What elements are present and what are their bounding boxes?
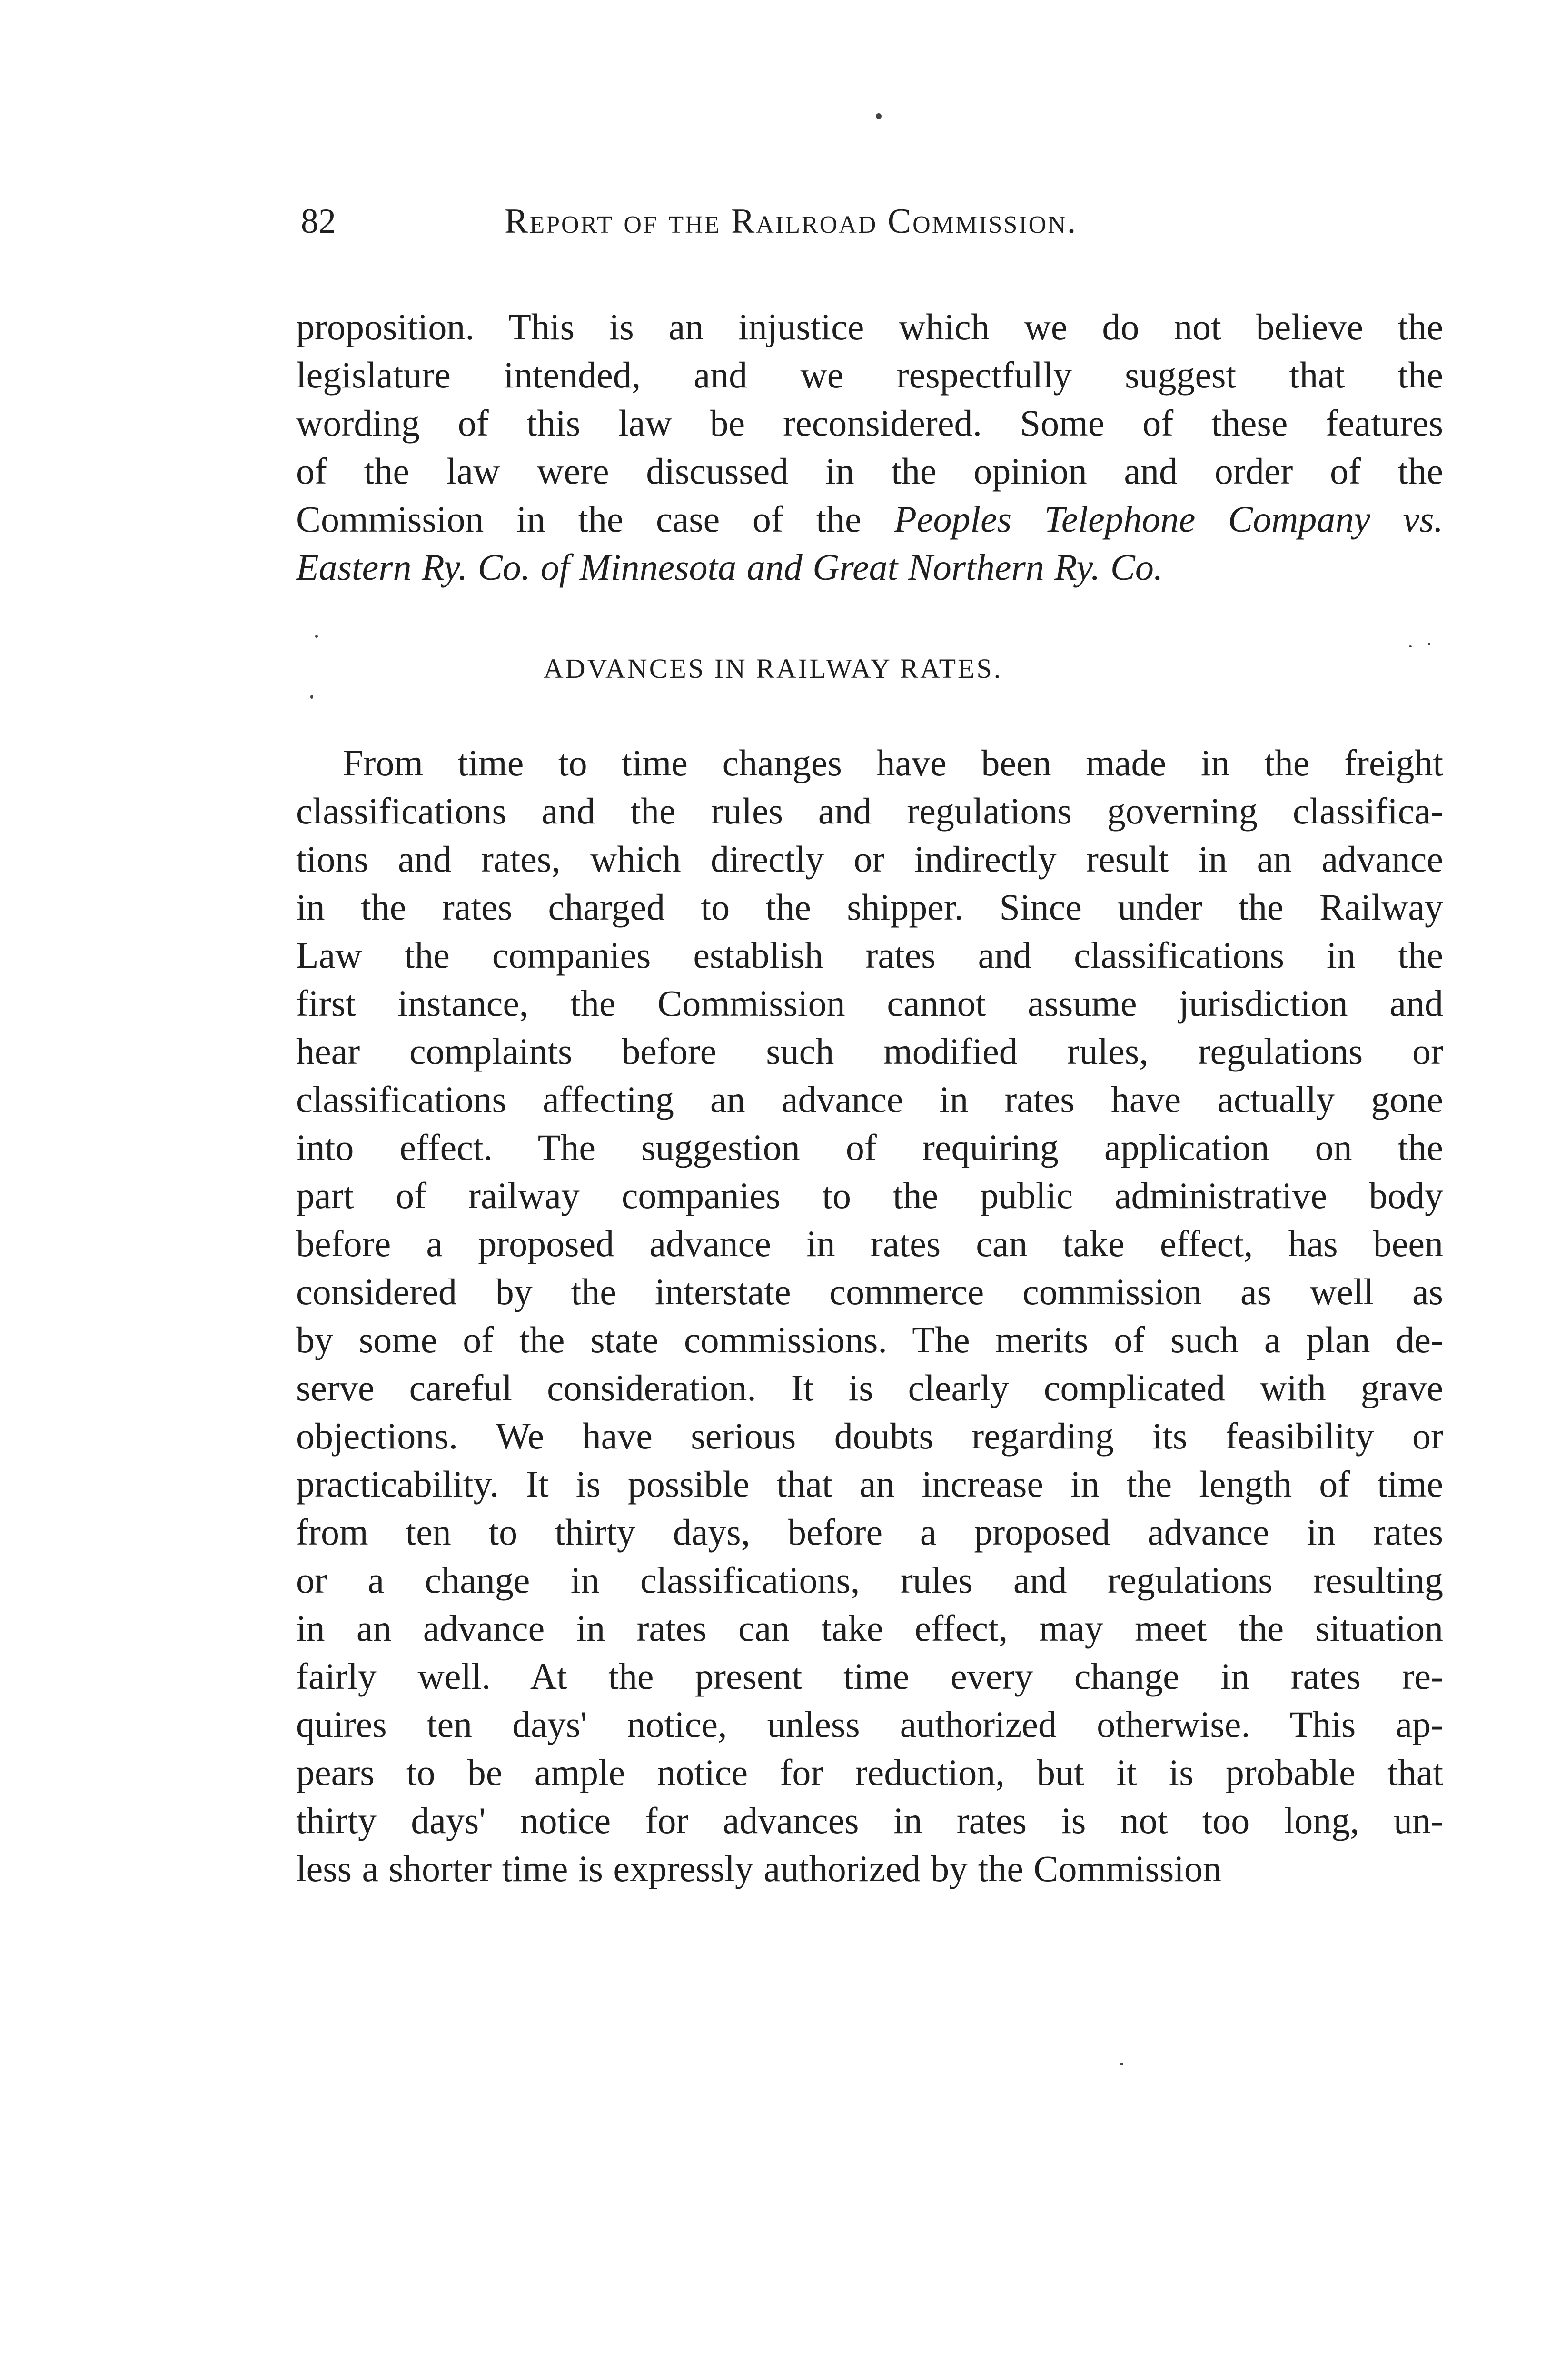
text-line: pears to be ample notice for reduction, but it is probable that	[296, 1752, 1443, 1793]
scan-speck	[876, 113, 882, 119]
text-line: first instance, the Commission cannot assume jurisdiction and	[296, 982, 1443, 1024]
section-heading: ADVANCES IN RAILWAY RATES.	[543, 653, 1003, 684]
text-line: in an advance in rates can take effect, may meet the situation	[296, 1607, 1443, 1649]
paragraph-advances-in-rates	[296, 739, 1443, 1893]
page-number: 82	[301, 202, 336, 241]
text-line: objections. We have serious doubts regarding its feasibility or	[296, 1415, 1443, 1457]
text-line: in the rates charged to the shipper. Since under the Railway	[296, 886, 1443, 928]
text-line: of the law were discussed in the opinion and order of the	[296, 450, 1443, 492]
scan-speck	[310, 695, 313, 699]
text-line: before a proposed advance in rates can take effect, has been	[296, 1223, 1443, 1264]
text-line: From time to time changes have been made in the freight	[343, 742, 1443, 783]
text-line: or a change in classifications, rules and regulations resulting	[296, 1559, 1443, 1601]
text-line: less a shorter time is expressly authorized by the Commission	[296, 1848, 1221, 1889]
text-line: wording of this law be reconsidered. Some of these features	[296, 402, 1443, 444]
text-line: by some of the state commissions. The merits of such a plan de-	[296, 1319, 1443, 1360]
text-line: hear complaints before such modified rules, regulations or	[296, 1031, 1443, 1072]
text-line: Law the companies establish rates and classifications in the	[296, 934, 1443, 976]
text-line: from ten to thirty days, before a proposed advance in rates	[296, 1511, 1443, 1553]
text-line: proposition. This is an injustice which we do not believe the	[296, 306, 1443, 347]
text-line: serve careful consideration. It is clearly complicated with grave	[296, 1367, 1443, 1408]
text-line: tions and rates, which directly or indirectly result in an advance	[296, 838, 1443, 880]
text-line: practicability. It is possible that an increase in the length of time	[296, 1463, 1443, 1505]
text-line-with-case-citation	[296, 543, 1443, 591]
text-line: fairly well. At the present time every change in rates re-	[296, 1656, 1443, 1697]
case-citation-part2: Eastern Ry. Co. of Minnesota	[296, 546, 737, 588]
case-citation-connector: and	[746, 546, 803, 588]
text-line: into effect. The suggestion of requiring application on the	[296, 1127, 1443, 1168]
running-head: Report of the Railroad Commission.	[505, 202, 1078, 241]
scan-speck	[1409, 645, 1412, 647]
text-line: thirty days' notice for advances in rates is not too long, un-	[296, 1800, 1443, 1841]
text-fragment: Commission in the case of the	[296, 498, 862, 540]
text-line-with-case-citation	[296, 495, 1443, 543]
text-line: classifications and the rules and regulations governing classifica-	[296, 790, 1443, 832]
scan-speck	[315, 635, 318, 638]
case-citation-part3: Great Northern Ry. Co.	[813, 546, 1163, 588]
text-line: legislature intended, and we respectfully suggest that the	[296, 354, 1443, 396]
text-line: quires ten days' notice, unless authorized otherwise. This ap-	[296, 1704, 1443, 1745]
text-line: part of railway companies to the public administrative body	[296, 1175, 1443, 1216]
paragraph-proposition	[296, 303, 1443, 591]
scan-speck	[1120, 2063, 1123, 2065]
text-line: considered by the interstate commerce commission as well as	[296, 1271, 1443, 1312]
text-line: classifications affecting an advance in rates have actually gone	[296, 1079, 1443, 1120]
scan-speck	[1428, 643, 1430, 645]
case-citation-part1: Peoples Telephone Company vs.	[894, 498, 1443, 540]
